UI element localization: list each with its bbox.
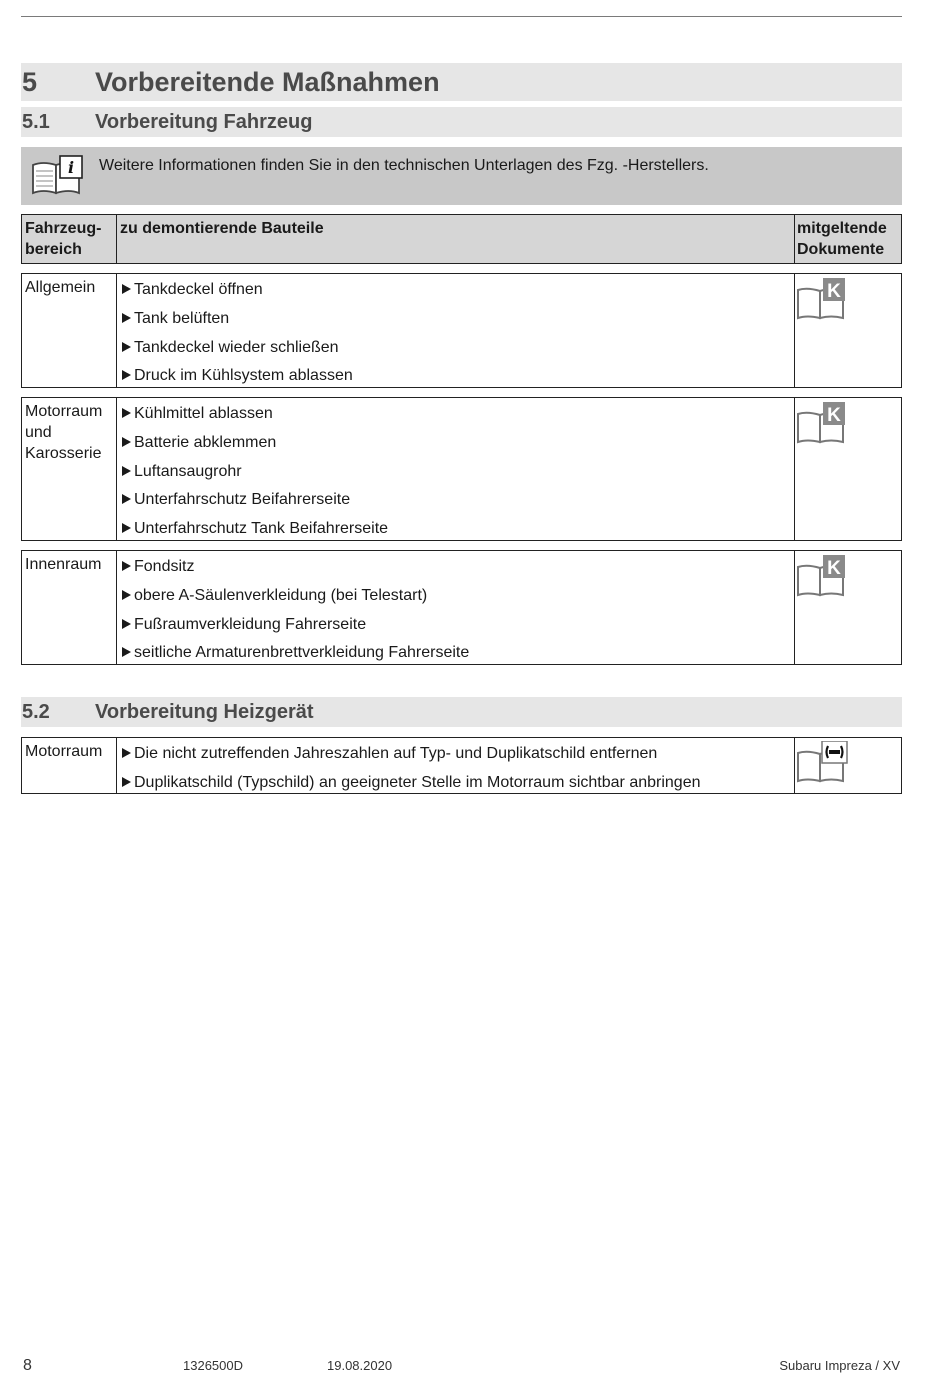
table-row-motorraum-karosserie	[21, 397, 902, 541]
list-item-text: Unterfahrschutz Tank Beifahrerseite	[134, 520, 389, 538]
book-info-icon	[31, 155, 83, 202]
list-item-text: Duplikatschild (Typschild) an geeigneter Stelle im Motorraum sichtbar anbringen	[134, 773, 701, 791]
section-number: 5.1	[22, 110, 50, 133]
list-item-text: Die nicht zutreffenden Jahreszahlen auf Typ- und Duplikatschild entfernen	[134, 745, 658, 762]
table-row-heater-motorraum	[21, 737, 902, 794]
vehicle-area-label: und	[25, 424, 52, 441]
section-number: 5.2	[22, 700, 50, 723]
list-item-text: Druck im Kühlsystem ablassen	[134, 367, 353, 385]
list-item	[120, 612, 794, 641]
table-header	[21, 214, 902, 264]
list-item-text: obere A-Säulenverkleidung (bei Telestart)	[134, 586, 428, 604]
header-documents-line1: mitgeltende	[797, 220, 887, 237]
vehicle-area-cell	[22, 398, 116, 540]
list-item-text: Unterfahrschutz Beifahrerseite	[134, 491, 351, 509]
components-cell	[116, 551, 794, 664]
list-item	[120, 640, 794, 669]
list-item	[120, 363, 794, 392]
list-item	[120, 401, 794, 430]
book-k-icon	[797, 278, 847, 326]
bullet-triangle-icon	[122, 370, 131, 380]
svg-text:K: K	[827, 405, 841, 426]
vehicle-area-label: Innenraum	[25, 556, 102, 573]
header-vehicle-area	[22, 215, 116, 263]
book-k-icon	[797, 555, 847, 603]
document-date: 19.08.2020	[327, 1358, 393, 1373]
list-item-text: Luftansaugrohr	[134, 462, 242, 480]
components-cell	[116, 274, 794, 387]
vehicle-model: Subaru Impreza / XV	[779, 1358, 900, 1373]
header-components: zu demontierende Bauteile	[116, 215, 794, 263]
list-item-text: Kühlmittel ablassen	[134, 405, 273, 422]
vehicle-area-label: Allgemein	[25, 279, 96, 296]
vehicle-area-label: Motorraum	[25, 743, 103, 760]
section-heading-5-1	[21, 107, 902, 137]
bullet-triangle-icon	[122, 437, 131, 447]
documents-cell	[794, 398, 902, 540]
table-row-innenraum	[21, 550, 902, 665]
list-item	[120, 459, 794, 488]
list-item	[120, 770, 794, 799]
vehicle-area-cell	[22, 738, 116, 793]
vehicle-area-cell	[22, 274, 116, 387]
list-item	[120, 306, 794, 335]
svg-text:i: i	[67, 158, 75, 177]
bullet-triangle-icon	[122, 313, 131, 323]
list-item-text: Tank belüften	[134, 309, 230, 327]
top-rule	[21, 16, 902, 17]
vehicle-area-cell	[22, 551, 116, 664]
list-item	[120, 516, 794, 545]
components-cell	[116, 398, 794, 540]
svg-text:K: K	[827, 558, 841, 579]
info-box	[21, 147, 902, 205]
vehicle-area-label: Motorraum	[25, 403, 103, 420]
bullet-triangle-icon	[122, 777, 131, 787]
header-documents	[794, 215, 902, 263]
documents-cell	[794, 274, 902, 387]
components-cell	[116, 738, 794, 793]
bullet-triangle-icon	[122, 590, 131, 600]
list-item	[120, 430, 794, 459]
header-documents-line2: Dokumente	[797, 241, 885, 258]
list-item	[120, 335, 794, 364]
book-k-icon	[797, 402, 847, 450]
chapter-number: 5	[22, 66, 38, 97]
list-item-text: seitliche Armaturenbrettverkleidung Fahrerseite	[134, 644, 470, 662]
list-item	[120, 487, 794, 516]
bullet-triangle-icon	[122, 647, 131, 657]
list-item	[120, 554, 794, 583]
section-title: Vorbereitung Fahrzeug	[95, 110, 313, 133]
bullet-triangle-icon	[122, 494, 131, 504]
list-item	[120, 741, 794, 770]
bullet-triangle-icon	[122, 748, 131, 758]
section-title: Vorbereitung Heizgerät	[95, 700, 314, 723]
document-number: 1326500D	[183, 1358, 243, 1373]
list-item-text: Batterie abklemmen	[134, 433, 277, 451]
header-vehicle-area-line1: Fahrzeug-	[25, 220, 102, 237]
list-item	[120, 277, 794, 306]
bullet-triangle-icon	[122, 523, 131, 533]
info-text: Weitere Informationen finden Sie in den technischen Unterlagen des Fzg. -Herstellers.	[99, 157, 709, 174]
list-item-text: Tankdeckel wieder schließen	[134, 338, 339, 356]
list-item-text: Fondsitz	[134, 558, 195, 575]
bullet-triangle-icon	[122, 466, 131, 476]
page-number: 8	[23, 1357, 32, 1374]
list-item-text: Fußraumverkleidung Fahrerseite	[134, 615, 367, 633]
section-heading-5-2	[21, 697, 902, 727]
svg-text:K: K	[827, 281, 841, 302]
vehicle-area-label: Karosserie	[25, 445, 102, 462]
bullet-triangle-icon	[122, 408, 131, 418]
list-item	[120, 583, 794, 612]
chapter-heading	[21, 63, 902, 101]
book-heater-icon	[797, 741, 849, 789]
header-vehicle-area-line2: bereich	[25, 241, 82, 258]
bullet-triangle-icon	[122, 342, 131, 352]
bullet-triangle-icon	[122, 561, 131, 571]
table-row-allgemein	[21, 273, 902, 388]
list-item-text: Tankdeckel öffnen	[134, 281, 263, 298]
documents-cell	[794, 738, 902, 793]
bullet-triangle-icon	[122, 619, 131, 629]
chapter-title: Vorbereitende Maßnahmen	[95, 66, 440, 97]
documents-cell	[794, 551, 902, 664]
bullet-triangle-icon	[122, 284, 131, 294]
